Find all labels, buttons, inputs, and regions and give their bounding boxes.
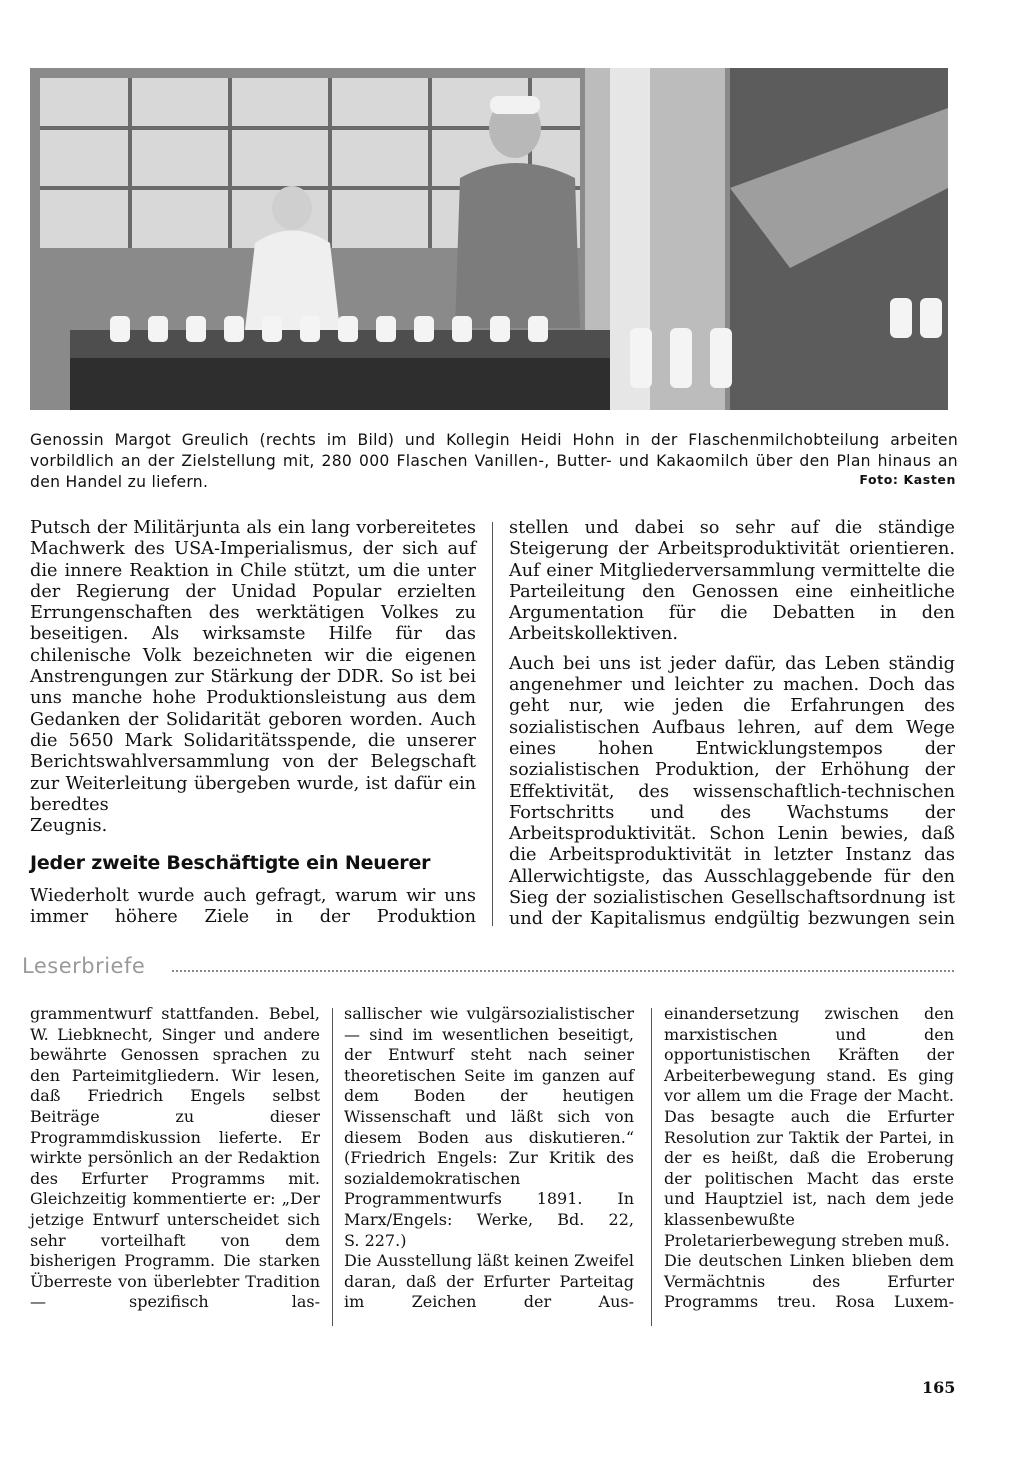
article-paragraph-end: Zeugnis. [30,816,108,837]
factory-photo-icon [30,68,948,410]
article-paragraph: stellen und dabei so sehr auf die ständige Steigerung der Arbeitsproduktivität orientieren. Auf einer Mitgliederversammlung vermittelte die Parteileitung den Genossen eine einheitliche Argumentation für die Debatten in den [509,518,955,624]
letter-paragraph: einandersetzung zwischen den marxistischen und den opportunistischen Kräften der Arbeiterbewegung stand. Es ging vor allem um die Frage der Macht. Das besagte auch die Erfurter Resolution zur Taktik der Partei, in der es heißt, daß die Eroberung der politischen Macht das erste und Hauptziel ist, nach dem jede klassenbewußte Proletarierbewegung streben muß. [664,1004,954,1250]
letters-column-1 [30,1004,320,1313]
photo-credit: Foto: Kasten [859,472,956,487]
article-column-1 [30,518,476,837]
column-divider [651,1008,652,1326]
letter-paragraph: grammentwurf stattfanden. Bebel, W. Liebknecht, Singer und andere bewährte Genossen sprachen zu den Parteimitgliedern. Wir lesen, daß Friedrich Engels selbst Beiträge zu dieser Programmdiskussion lieferte. Er wirkte persönlich an der Redaktion des Erfurter Programms mit. Gleichzeitig kommentierte er: „Der jetzige Entwurf unterscheidet sich sehr vorteilhaft von dem bisherigen Programm. Die starken Überreste von überlebter Tradition — spezifisch las- [30,1004,320,1312]
article-paragraph: Wiederholt wurde auch gefragt, warum wir uns immer höhere Ziele in der Produktion [30,886,476,928]
letter-paragraph: Die Ausstellung läßt keinen Zweifel daran, daß der Erfurter Parteitag im Zeichen der Aus- [344,1251,634,1312]
photo-caption: Genossin Margot Greulich (rechts im Bild) und Kollegin Heidi Hohn in der Flaschenmilchobteilung arbeiten vorbildlich an der Zielstellung mit, 280 000 Flaschen Vanillen-, Butter- und Kakaomilch über den Plan hinaus an den Handel zu liefern. [30,431,958,491]
letter-paragraph: sallischer wie vulgärsozialistischer — sind im wesentlichen beseitigt, der Entwurf steht nach seiner theoretischen Seite im ganzen auf dem Boden der heutigen Wissenschaft und läßt sich von diesem Boden aus diskutieren.“ (Friedrich Engels: Zur Kritik des sozialdemokratischen Programmentwurfs 1891. In Marx/Engels: Werke, Bd. 22, [344,1004,634,1229]
article-paragraph: Putsch der Militärjunta als ein lang vorbereitetes Machwerk des USA-Imperialismus, der sich auf die innere Reaktion in Chile stützt, um die unter der Regierung der Unidad Popular erzielten Errungenschaften des werktätigen Volkes zu beseitigen. Als wirksamste Hilfe für das chilenische Volk bezeichneten wir die eigenen Anstrengungen zur Stärkung der DDR. So ist bei uns manche hohe Produktionsleistung aus dem Gedanken der Solidarität geboren worden. Auch die 5650 Mark Solidaritätsspende, die unserer Berichtswahlversammlung von der Belegschaft zur Weiterleitung übergeben wurde, ist dafür ein beredtes [30,518,476,815]
letters-column-2 [344,1004,634,1313]
letter-paragraph-end: S. 227.) [344,1230,407,1250]
letters-column-3 [664,1004,954,1313]
article-column-1-continued [30,886,476,929]
article-column-2 [509,518,955,931]
page-number: 165 [922,1378,956,1397]
column-divider [492,522,493,926]
article-paragraph: Auch bei uns ist jeder dafür, das Leben ständig angenehmer und leichter zu machen. Doch das geht nur, wie jeden die Erfahrungen des sozialistischen Aufbaus lehren, auf dem Wege eines hohen Entwicklungstempos der sozialistischen Produktion, der Erhöhung der Effektivität, des wissenschaftlich-technischen Fortschritts und des Wachstums der Arbeitsproduktivität. Schon Lenin bewies, daß die Arbeitsproduktivität in letzter Instanz das Allerwichtigste, das Ausschlaggebende für den Sieg der sozialistischen Gesellschaftsordnung ist und der Kapitalismus endgültig bezwungen sein [509,653,955,930]
article-subheading: Jeder zweite Beschäftigte ein Neuerer [30,852,431,874]
photo-dairy-bottling [30,68,948,410]
letter-paragraph: Die deutschen Linken blieben dem Vermächtnis des Erfurter Programms treu. Rosa Luxem- [664,1251,954,1312]
column-divider [332,1008,333,1326]
section-rule [172,970,954,972]
article-paragraph-end: Arbeitskollektiven. [509,624,678,645]
section-label-leserbriefe: Leserbriefe [22,954,146,978]
